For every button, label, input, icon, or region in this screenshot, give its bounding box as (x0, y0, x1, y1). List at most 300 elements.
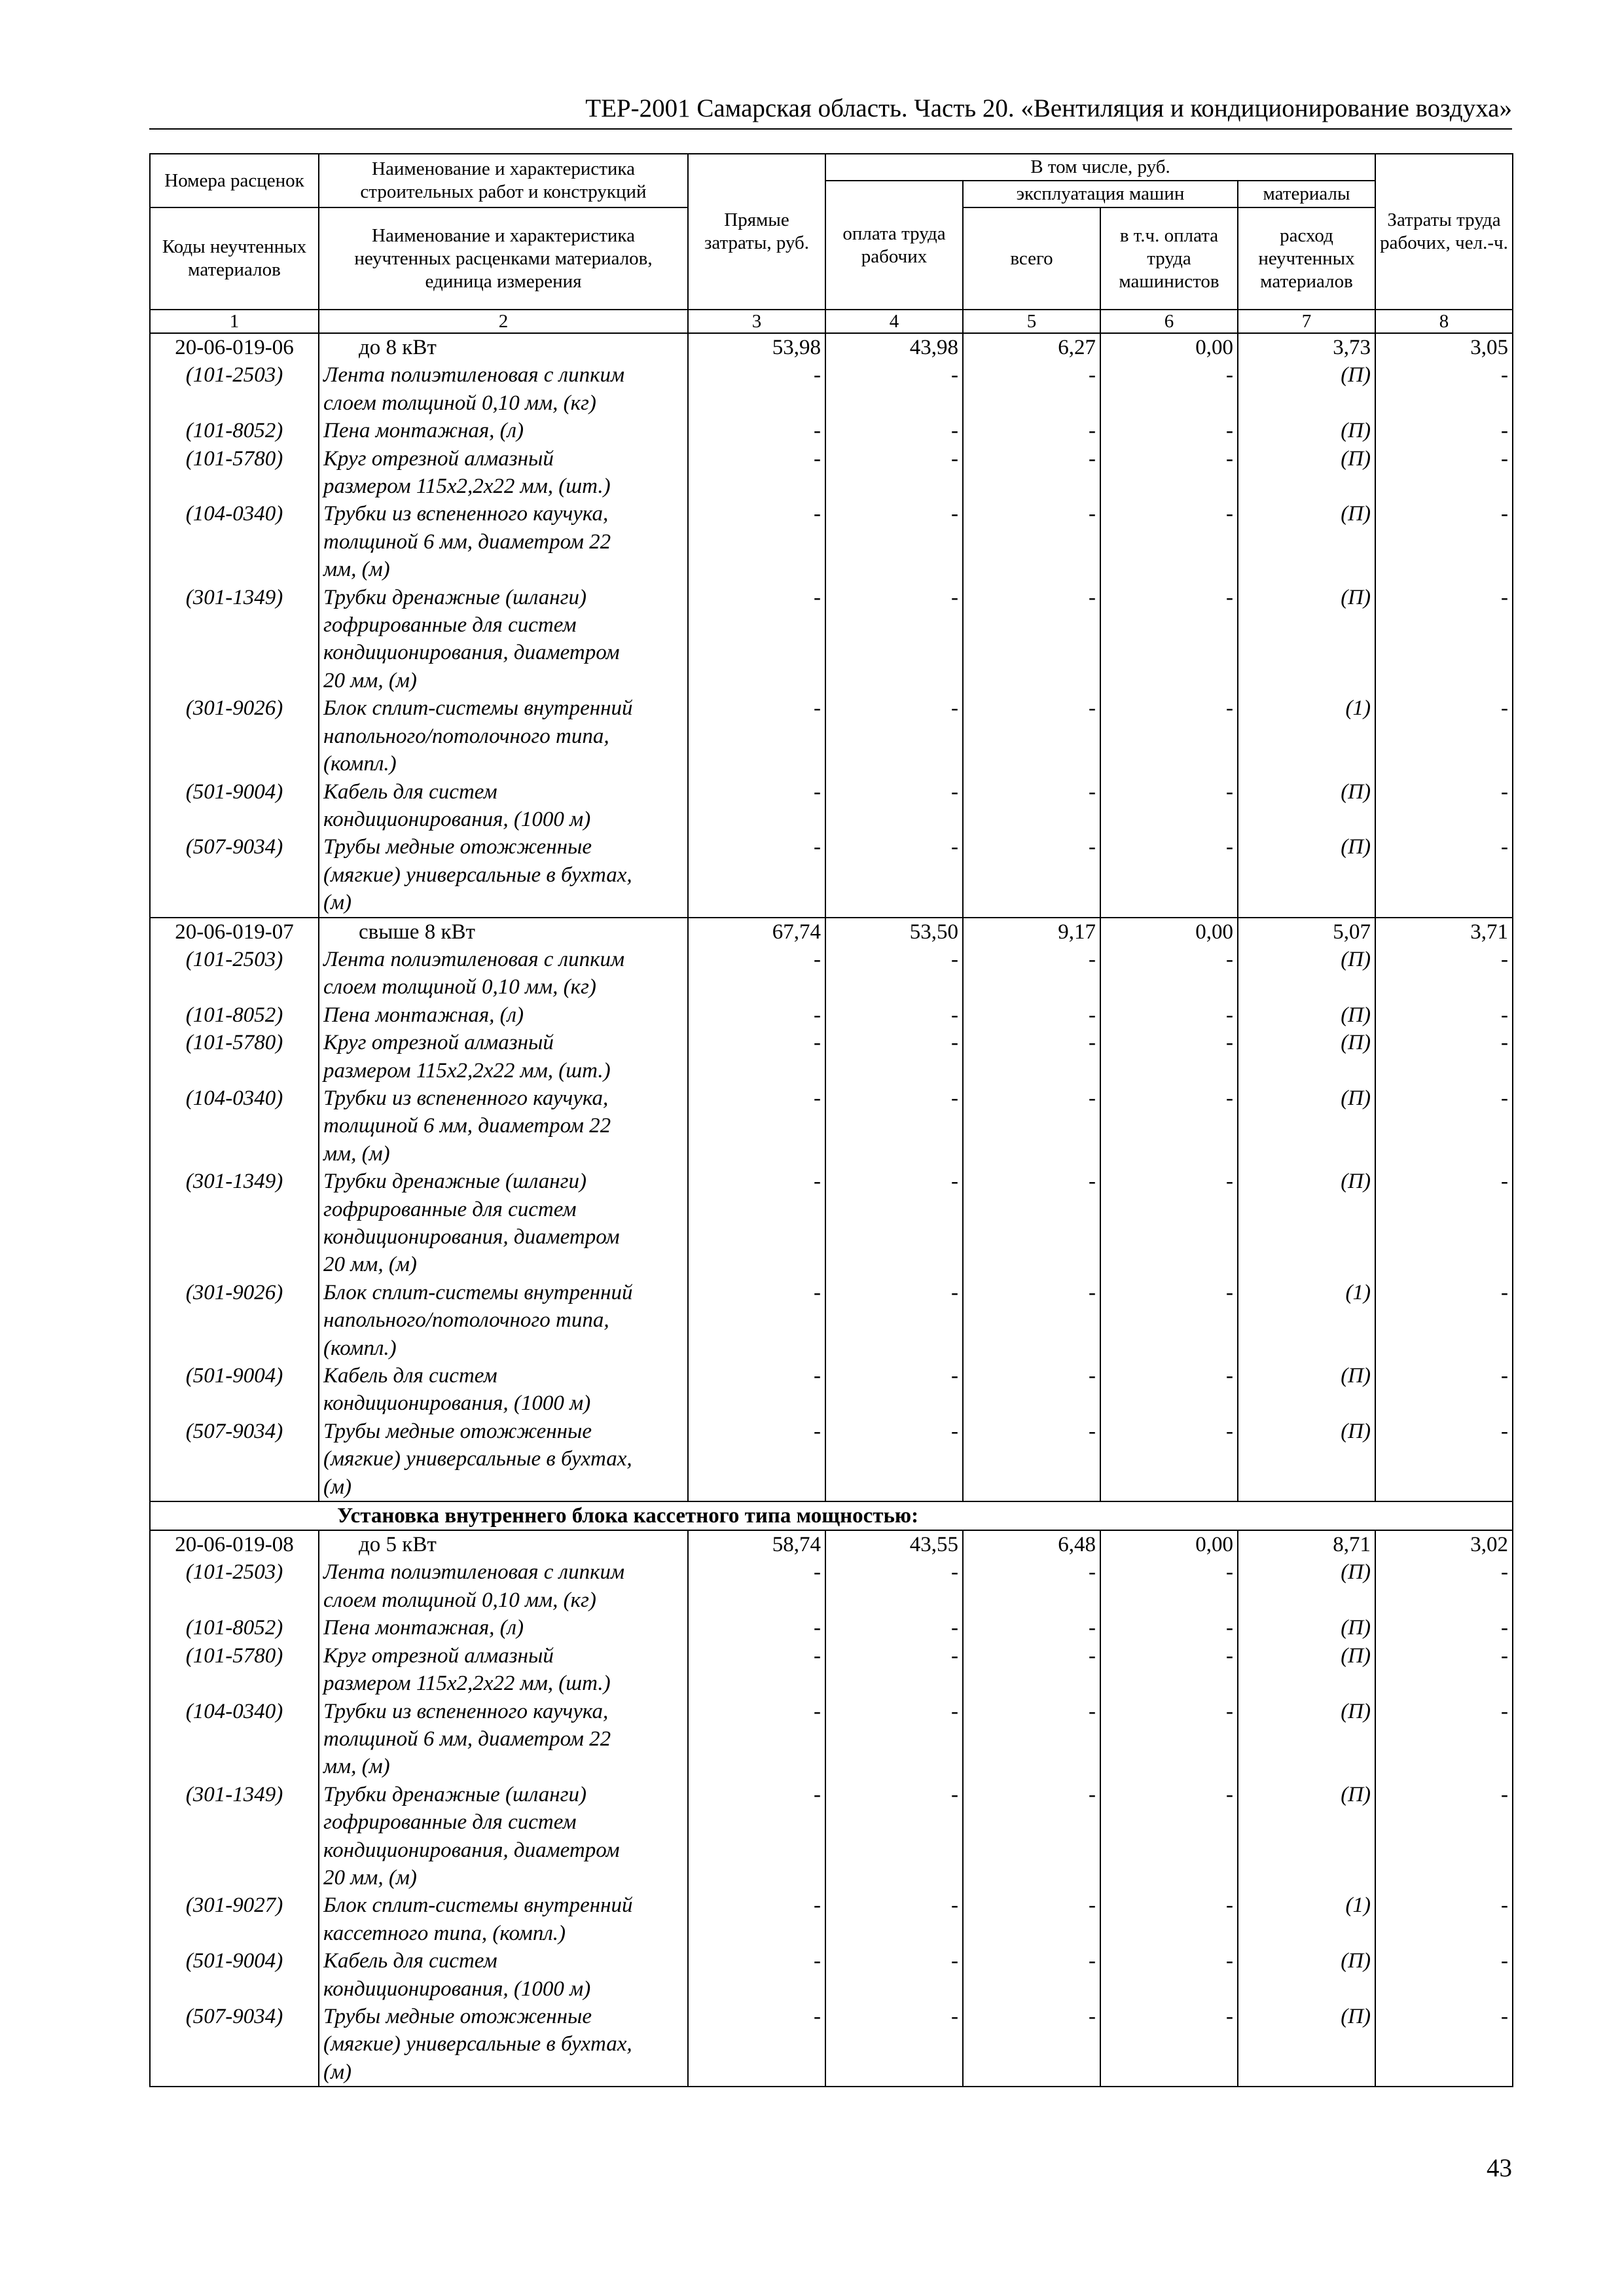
material-code: (101-8052) (150, 417, 319, 444)
empty-cell (150, 611, 319, 639)
material-row (150, 361, 1513, 389)
material-name-line: Кабель для систем (319, 778, 688, 806)
labor-hours: 3,02 (1375, 1530, 1513, 1558)
col-number-7: 7 (1238, 310, 1375, 333)
empty-cell (1100, 1725, 1238, 1753)
empty-cell (150, 806, 319, 833)
material-name-line: 20 мм, (м) (319, 1864, 688, 1892)
dash-cell: - (1375, 417, 1513, 444)
empty-cell (688, 556, 825, 583)
dash-cell: - (1375, 1362, 1513, 1390)
material-quantity: (1) (1238, 1279, 1375, 1306)
dash-cell: - (1100, 500, 1238, 528)
empty-cell (1100, 973, 1238, 1001)
dash-cell: - (963, 1781, 1100, 1808)
empty-cell (825, 1306, 963, 1334)
dash-cell: - (825, 1892, 963, 1919)
empty-cell (963, 889, 1100, 917)
dash-cell: - (825, 445, 963, 473)
dash-cell: - (1100, 584, 1238, 611)
empty-cell (1238, 1864, 1375, 1892)
material-row (150, 778, 1513, 806)
dash-cell: - (825, 1947, 963, 1975)
empty-cell (1100, 2030, 1238, 2058)
empty-cell (1375, 1864, 1513, 1892)
empty-cell (150, 1473, 319, 1501)
empty-cell (825, 639, 963, 666)
dash-cell: - (688, 946, 825, 973)
empty-cell (825, 1390, 963, 1417)
empty-cell (1375, 1808, 1513, 1836)
material-name-line: Пена монтажная, (л) (319, 1614, 688, 1641)
dash-cell: - (1375, 1029, 1513, 1056)
material-row-continuation (150, 1445, 1513, 1473)
empty-cell (1100, 1975, 1238, 2003)
dash-cell: - (1100, 417, 1238, 444)
empty-cell (963, 1251, 1100, 1278)
empty-cell (688, 806, 825, 833)
material-code: (101-2503) (150, 946, 319, 973)
empty-cell (1100, 1390, 1238, 1417)
empty-cell (1375, 1223, 1513, 1251)
empty-cell (963, 723, 1100, 750)
dash-cell: - (963, 778, 1100, 806)
dash-cell: - (963, 1698, 1100, 1725)
dash-cell: - (688, 1698, 825, 1725)
dash-cell: - (1100, 1001, 1238, 1029)
empty-cell (963, 639, 1100, 666)
empty-cell (963, 1445, 1100, 1473)
dash-cell: - (1100, 1168, 1238, 1195)
empty-cell (1100, 473, 1238, 500)
material-row-continuation (150, 389, 1513, 417)
dash-cell: - (1375, 778, 1513, 806)
material-row (150, 1947, 1513, 1975)
material-name-line: гофрированные для систем (319, 1808, 688, 1836)
dash-cell: - (1375, 1642, 1513, 1670)
material-name-line: Лента полиэтиленовая с липким (319, 361, 688, 389)
dash-cell: - (1100, 946, 1238, 973)
dash-cell: - (825, 1279, 963, 1306)
empty-cell (1100, 1670, 1238, 1697)
empty-cell (963, 1306, 1100, 1334)
dash-cell: - (688, 1362, 825, 1390)
empty-cell (150, 1390, 319, 1417)
dash-cell: - (1100, 1362, 1238, 1390)
dash-cell: - (963, 1947, 1100, 1975)
empty-cell (1238, 1335, 1375, 1362)
material-row-continuation (150, 639, 1513, 666)
dash-cell: - (1100, 1947, 1238, 1975)
empty-cell (963, 1140, 1100, 1168)
empty-cell (825, 667, 963, 694)
direct-cost: 67,74 (688, 918, 825, 946)
dash-cell: - (1100, 1029, 1238, 1056)
material-row-continuation (150, 1057, 1513, 1085)
material-row (150, 445, 1513, 473)
empty-cell (150, 1753, 319, 1780)
empty-cell (688, 723, 825, 750)
material-code: (507-9034) (150, 1418, 319, 1445)
material-name-line: (компл.) (319, 750, 688, 778)
empty-cell (1238, 1725, 1375, 1753)
empty-cell (1238, 473, 1375, 500)
col-number-5: 5 (963, 310, 1100, 333)
material-name-line: Лента полиэтиленовая с липким (319, 1558, 688, 1586)
empty-cell (1375, 611, 1513, 639)
empty-cell (963, 1335, 1100, 1362)
material-row-continuation (150, 528, 1513, 556)
material-name-line: толщиной 6 мм, диаметром 22 (319, 1112, 688, 1139)
material-quantity: (П) (1238, 584, 1375, 611)
material-name-line: Трубы медные отожженные (319, 2003, 688, 2030)
material-name-line: Трубки из вспененного каучука, (319, 500, 688, 528)
material-name-line: Пена монтажная, (л) (319, 1001, 688, 1029)
material-name-line: кассетного типа, (компл.) (319, 1920, 688, 1947)
empty-cell (963, 861, 1100, 889)
material-row-continuation (150, 973, 1513, 1001)
material-row-continuation (150, 1140, 1513, 1168)
col-number-8: 8 (1375, 310, 1513, 333)
material-row-continuation (150, 473, 1513, 500)
dash-cell: - (825, 1614, 963, 1641)
empty-cell (1375, 750, 1513, 778)
material-name-line: Лента полиэтиленовая с липким (319, 946, 688, 973)
material-row (150, 584, 1513, 611)
header-rule (149, 128, 1512, 130)
empty-cell (1375, 1057, 1513, 1085)
material-code: (101-2503) (150, 361, 319, 389)
material-quantity: (П) (1238, 1614, 1375, 1641)
empty-cell (1238, 861, 1375, 889)
empty-cell (688, 861, 825, 889)
material-row-continuation (150, 1920, 1513, 1947)
material-row (150, 1698, 1513, 1725)
dash-cell: - (1100, 1892, 1238, 1919)
col6-header: в т.ч. оплата труда машинистов (1100, 207, 1238, 310)
material-quantity: (П) (1238, 1362, 1375, 1390)
rate-code: 20-06-019-06 (150, 333, 319, 361)
empty-cell (1238, 1808, 1375, 1836)
empty-cell (1375, 1335, 1513, 1362)
empty-cell (825, 1057, 963, 1085)
material-name-line: (мягкие) универсальные в бухтах, (319, 1445, 688, 1473)
empty-cell (825, 750, 963, 778)
dash-cell: - (825, 946, 963, 973)
material-row (150, 1781, 1513, 1808)
machines-header: эксплуатация машин (963, 181, 1238, 207)
empty-cell (150, 1140, 319, 1168)
dash-cell: - (1100, 694, 1238, 722)
material-name-line: (мягкие) универсальные в бухтах, (319, 2030, 688, 2058)
material-quantity: (П) (1238, 1085, 1375, 1112)
material-name-line: 20 мм, (м) (319, 667, 688, 694)
dash-cell: - (688, 1892, 825, 1919)
material-name-line: Блок сплит-системы внутренний (319, 1892, 688, 1919)
empty-cell (688, 1445, 825, 1473)
dash-cell: - (825, 500, 963, 528)
material-row-continuation (150, 1196, 1513, 1223)
material-row-continuation (150, 2030, 1513, 2058)
dash-cell: - (963, 2003, 1100, 2030)
empty-cell (963, 1112, 1100, 1139)
empty-cell (963, 806, 1100, 833)
material-name-line: Кабель для систем (319, 1947, 688, 1975)
material-row-continuation (150, 1837, 1513, 1864)
empty-cell (1375, 1975, 1513, 2003)
empty-cell (1100, 639, 1238, 666)
dash-cell: - (688, 1558, 825, 1586)
empty-cell (825, 861, 963, 889)
empty-cell (150, 1864, 319, 1892)
empty-cell (1100, 1057, 1238, 1085)
material-row (150, 1558, 1513, 1586)
material-name-line: гофрированные для систем (319, 1196, 688, 1223)
empty-cell (150, 861, 319, 889)
dash-cell: - (688, 361, 825, 389)
material-quantity: (П) (1238, 1001, 1375, 1029)
material-code: (101-5780) (150, 445, 319, 473)
material-row-continuation (150, 1306, 1513, 1334)
dash-cell: - (963, 417, 1100, 444)
empty-cell (1238, 1445, 1375, 1473)
material-row-continuation (150, 2058, 1513, 2087)
empty-cell (1100, 1196, 1238, 1223)
dash-cell: - (688, 694, 825, 722)
rate-code: 20-06-019-08 (150, 1530, 319, 1558)
dash-cell: - (825, 417, 963, 444)
empty-cell (688, 1335, 825, 1362)
material-row-continuation (150, 1864, 1513, 1892)
empty-cell (963, 1057, 1100, 1085)
dash-cell: - (688, 417, 825, 444)
dash-cell: - (963, 1558, 1100, 1586)
col-number-4: 4 (825, 310, 963, 333)
dash-cell: - (1100, 778, 1238, 806)
dash-cell: - (1100, 1642, 1238, 1670)
empty-cell (1238, 806, 1375, 833)
empty-cell (150, 1837, 319, 1864)
empty-cell (825, 1864, 963, 1892)
dash-cell: - (1375, 500, 1513, 528)
empty-cell (825, 806, 963, 833)
dash-cell: - (688, 1642, 825, 1670)
empty-cell (150, 1306, 319, 1334)
dash-cell: - (1100, 445, 1238, 473)
empty-cell (825, 473, 963, 500)
empty-cell (1100, 2058, 1238, 2087)
empty-cell (825, 1670, 963, 1697)
col-number-1: 1 (150, 310, 319, 333)
material-code: (104-0340) (150, 1085, 319, 1112)
dash-cell: - (963, 445, 1100, 473)
empty-cell (150, 1112, 319, 1139)
machine-cost-total: 9,17 (963, 918, 1100, 946)
dash-cell: - (1375, 2003, 1513, 2030)
material-name-line: кондиционирования, (1000 м) (319, 806, 688, 833)
empty-cell (150, 2030, 319, 2058)
material-name-line: мм, (м) (319, 1140, 688, 1168)
empty-cell (688, 1725, 825, 1753)
material-row-continuation (150, 556, 1513, 583)
empty-cell (688, 2058, 825, 2087)
empty-cell (1375, 1587, 1513, 1614)
dash-cell: - (688, 1947, 825, 1975)
empty-cell (1375, 639, 1513, 666)
empty-cell (1375, 1445, 1513, 1473)
dash-cell: - (688, 778, 825, 806)
col5-header: всего (963, 207, 1100, 310)
material-name-line: кондиционирования, (1000 м) (319, 1975, 688, 2003)
dash-cell: - (825, 778, 963, 806)
material-name-line: мм, (м) (319, 1753, 688, 1780)
empty-cell (1100, 1837, 1238, 1864)
material-row-continuation (150, 1223, 1513, 1251)
dash-cell: - (1375, 445, 1513, 473)
empty-cell (963, 1390, 1100, 1417)
machine-operator-cost: 0,00 (1100, 1530, 1238, 1558)
material-name-line: Трубки дренажные (шланги) (319, 1781, 688, 1808)
dash-cell: - (1100, 1781, 1238, 1808)
material-name-line: (м) (319, 889, 688, 917)
group-header: В том числе, руб. (825, 154, 1375, 181)
empty-cell (688, 611, 825, 639)
empty-cell (688, 1223, 825, 1251)
empty-cell (688, 1753, 825, 1780)
dash-cell: - (688, 1001, 825, 1029)
material-quantity: (1) (1238, 1892, 1375, 1919)
material-row-continuation (150, 1251, 1513, 1278)
empty-cell (688, 1196, 825, 1223)
dash-cell: - (1100, 1085, 1238, 1112)
material-row-continuation (150, 806, 1513, 833)
material-name-line: Трубки из вспененного каучука, (319, 1698, 688, 1725)
empty-cell (963, 1753, 1100, 1780)
labor-hours: 3,71 (1375, 918, 1513, 946)
page-header: ТЕР-2001 Самарская область. Часть 20. «Вентиляция и кондиционирование воздуха» (585, 94, 1512, 122)
empty-cell (1100, 667, 1238, 694)
dash-cell: - (825, 584, 963, 611)
empty-cell (825, 723, 963, 750)
empty-cell (1100, 1864, 1238, 1892)
dash-cell: - (825, 1781, 963, 1808)
empty-cell (1375, 1670, 1513, 1697)
material-quantity: (П) (1238, 946, 1375, 973)
empty-cell (825, 889, 963, 917)
empty-cell (825, 1808, 963, 1836)
material-row-continuation (150, 1670, 1513, 1697)
material-row-continuation (150, 611, 1513, 639)
empty-cell (1375, 389, 1513, 417)
material-row (150, 1614, 1513, 1641)
material-code: (101-8052) (150, 1001, 319, 1029)
empty-cell (150, 1920, 319, 1947)
dash-cell: - (825, 2003, 963, 2030)
material-quantity: (П) (1238, 361, 1375, 389)
empty-cell (688, 1975, 825, 2003)
material-code: (301-9027) (150, 1892, 319, 1919)
dash-cell: - (1375, 361, 1513, 389)
material-quantity: (П) (1238, 1418, 1375, 1445)
material-row (150, 417, 1513, 444)
dash-cell: - (825, 1418, 963, 1445)
empty-cell (150, 556, 319, 583)
direct-cost: 58,74 (688, 1530, 825, 1558)
empty-cell (1375, 2058, 1513, 2087)
table-body (150, 333, 1513, 2087)
col4-header: оплата труда рабочих (825, 181, 963, 310)
material-code: (501-9004) (150, 778, 319, 806)
empty-cell (1238, 1306, 1375, 1334)
empty-cell (688, 1864, 825, 1892)
material-name-line: Круг отрезной алмазный (319, 1029, 688, 1056)
empty-cell (825, 1725, 963, 1753)
material-name-line: Трубы медные отожженные (319, 833, 688, 861)
empty-cell (1100, 1251, 1238, 1278)
empty-cell (1238, 1057, 1375, 1085)
empty-cell (150, 1808, 319, 1836)
material-name-line: 20 мм, (м) (319, 1251, 688, 1278)
material-name-line: размером 115х2,2х22 мм, (шт.) (319, 1057, 688, 1085)
dash-cell: - (688, 1168, 825, 1195)
labor-cost: 43,55 (825, 1530, 963, 1558)
material-row-continuation (150, 723, 1513, 750)
empty-cell (1238, 750, 1375, 778)
empty-cell (1238, 389, 1375, 417)
material-code: (507-9034) (150, 2003, 319, 2030)
empty-cell (688, 1390, 825, 1417)
empty-cell (963, 1920, 1100, 1947)
material-name-line: (компл.) (319, 1335, 688, 1362)
material-quantity: (П) (1238, 1168, 1375, 1195)
material-quantity: (П) (1238, 1781, 1375, 1808)
dash-cell: - (825, 1001, 963, 1029)
dash-cell: - (963, 1418, 1100, 1445)
empty-cell (150, 1057, 319, 1085)
empty-cell (1238, 2058, 1375, 2087)
empty-cell (825, 1753, 963, 1780)
machine-cost-total: 6,48 (963, 1530, 1100, 1558)
empty-cell (1238, 723, 1375, 750)
dash-cell: - (963, 833, 1100, 861)
empty-cell (688, 389, 825, 417)
col1-bottom-header: Коды неучтенных материалов (150, 207, 319, 310)
material-name-line: (мягкие) универсальные в бухтах, (319, 861, 688, 889)
material-name-line: кондиционирования, диаметром (319, 1837, 688, 1864)
material-code: (101-5780) (150, 1642, 319, 1670)
empty-cell (1238, 973, 1375, 1001)
dash-cell: - (963, 1279, 1100, 1306)
material-name-line: Блок сплит-системы внутренний (319, 1279, 688, 1306)
dash-cell: - (825, 833, 963, 861)
material-row-continuation (150, 1725, 1513, 1753)
dash-cell: - (1375, 1279, 1513, 1306)
empty-cell (963, 1473, 1100, 1501)
empty-cell (1100, 1587, 1238, 1614)
col8-header: Затраты труда рабочих, чел.-ч. (1375, 154, 1513, 310)
rate-row (150, 333, 1513, 361)
empty-cell (963, 556, 1100, 583)
material-name-line: напольного/потолочного типа, (319, 1306, 688, 1334)
empty-cell (963, 473, 1100, 500)
material-quantity: (П) (1238, 833, 1375, 861)
empty-cell (150, 1670, 319, 1697)
empty-cell (1100, 1445, 1238, 1473)
empty-cell (688, 1140, 825, 1168)
empty-cell (1375, 1140, 1513, 1168)
empty-cell (150, 1251, 319, 1278)
material-row-continuation (150, 861, 1513, 889)
